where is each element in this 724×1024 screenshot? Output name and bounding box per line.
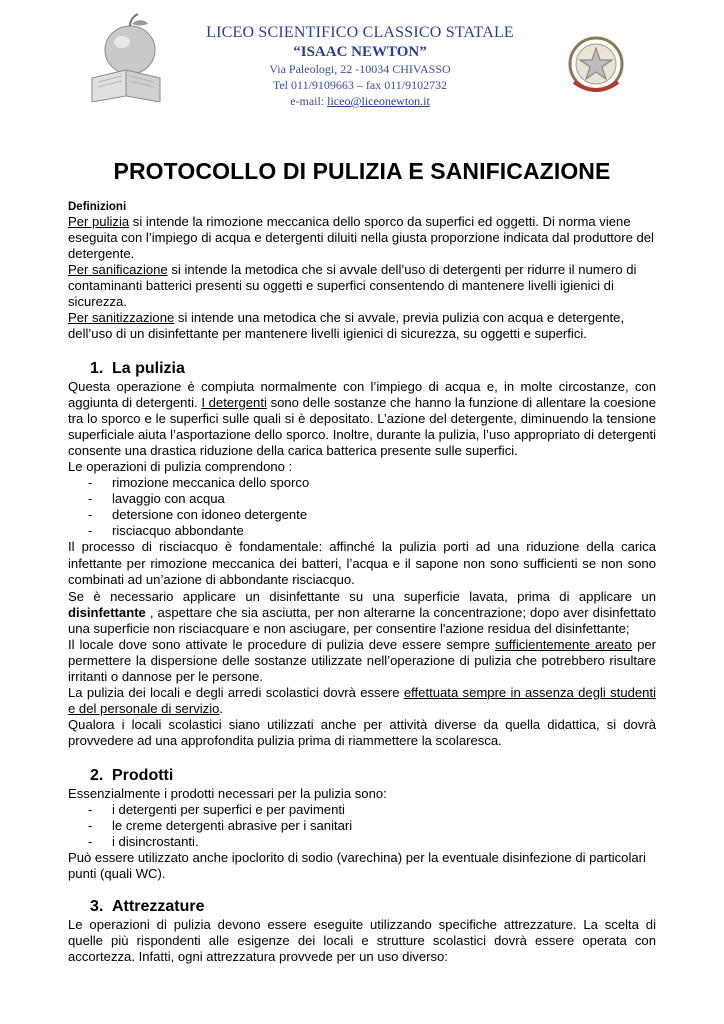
section-1-title: La pulizia bbox=[112, 360, 185, 377]
section-1-p3-bold: disinfettante bbox=[68, 604, 146, 620]
section-1-paragraph-1 bbox=[68, 379, 656, 459]
list-item: - i detergenti per superfici e per pavimenti bbox=[88, 802, 656, 818]
section-1-list-intro: Le operazioni di pulizia comprendono : bbox=[68, 459, 293, 474]
school-header bbox=[170, 22, 550, 109]
definition-sanitizzazione-text: si intende una metodica che si avvale, previa pulizia con acqua e detergente, dell’uso di un disinfettante per mantenere livelli igienici di sicurezza, su oggetti e superfici. bbox=[68, 310, 625, 341]
section-1-p4-b: per permettere la dispersione delle sostanze utilizzate nell’operazione di pulizia che potrebbero risultare irritanti o dannose per le persone. bbox=[68, 636, 657, 684]
list-item: - le creme detergenti abrasive per i sanitari bbox=[88, 818, 656, 834]
section-1-paragraph-3 bbox=[68, 589, 656, 637]
section-1-paragraph-6: Qualora i locali scolastici siano utilizzati anche per attività diverse da quella didattica, si dovrà provvedere ad una approfondita pulizia prima di riammettere la scolaresca. bbox=[68, 716, 656, 748]
section-3-number: 3. bbox=[90, 897, 104, 915]
section-1-p5-b: . bbox=[219, 700, 224, 716]
list-item: - risciacquo abbondante bbox=[88, 523, 656, 539]
section-1-number: 1. bbox=[90, 360, 104, 377]
term-sanitizzazione: Per sanitizzazione bbox=[68, 310, 175, 325]
definitions-heading: Definizioni bbox=[68, 201, 127, 213]
section-2-heading bbox=[68, 766, 656, 786]
definition-sanitizzazione bbox=[68, 310, 656, 342]
list-item: - detersione con idoneo detergente bbox=[88, 507, 656, 523]
document-body bbox=[68, 200, 656, 965]
list-item: - lavaggio con acqua bbox=[88, 491, 656, 507]
term-pulizia: Per pulizia bbox=[68, 214, 130, 229]
definition-pulizia bbox=[68, 214, 656, 262]
definition-sanificazione bbox=[68, 262, 656, 310]
school-name: LICEO SCIENTIFICO CLASSICO STATALE bbox=[206, 24, 514, 41]
section-1-p5-underlined: effettuata sempre in assenza degli studenti e del personale di servizio bbox=[68, 684, 657, 716]
term-sanificazione: Per sanificazione bbox=[68, 262, 168, 277]
apple-book-logo bbox=[88, 12, 166, 102]
section-1-p5-a: La pulizia dei locali e degli arredi scolastici dovrà essere bbox=[68, 684, 404, 700]
section-2-list bbox=[68, 802, 656, 850]
email-prefix: e-mail: bbox=[290, 94, 328, 108]
section-3-paragraph-1: Le operazioni di pulizia devono essere eseguite utilizzando specifiche attrezzature. La scelta di quelle più rispondenti alle esigenze dei locali e strutture scolastici dovrà essere operata con accortezza. Infatti, ogni attrezzatura provvede per un uso diverso: bbox=[68, 916, 656, 964]
section-1-p4-underlined: sufficientemente areato bbox=[494, 636, 633, 652]
section-3-title: Attrezzature bbox=[112, 897, 205, 915]
section-2-intro: Essenzialmente i prodotti necessari per la pulizia sono: bbox=[68, 785, 387, 801]
section-2-number: 2. bbox=[90, 766, 104, 784]
page-title: PROTOCOLLO DI PULIZIA E SANIFICAZIONE bbox=[113, 158, 611, 184]
list-item: - i disincrostanti. bbox=[88, 834, 656, 850]
section-1-p1-underlined: I detergenti bbox=[201, 395, 267, 410]
school-address: Via Paleologi, 22 -10034 CHIVASSO bbox=[269, 62, 451, 76]
school-phone: Tel 011/9109663 – fax 011/9102732 bbox=[272, 78, 448, 92]
section-1-paragraph-2: Il processo di risciacquo è fondamentale: affinché la pulizia porti ad una riduzione della carica infettante per rimozione meccanica dei batteri, l’acqua e il sapone non sono sufficienti se non sono combinati ad un’azione di abbondante risciacquo. bbox=[68, 539, 656, 587]
definition-sanificazione-text: si intende la metodica che si avvale dell’uso di detergenti per ridurre il numero di contaminanti batterici presenti su oggetti e superfici consentendo di mantenere livelli igienici di sicurezza. bbox=[68, 262, 637, 309]
section-1-p1-b: sono delle sostanze che hanno la funzione di allentare la coesione tra lo sporco e le superfici sulle quali si è depositato. L’azione del detergente, diminuendo la tensione superficiale aiuta l’asportazione dello sporco. Inoltre, durante la pulizia, l’uso appropriato di detergenti consente una drastica riduzione della carica batterica presente sulle superfici. bbox=[68, 395, 656, 458]
school-email-line bbox=[170, 93, 550, 109]
section-1-paragraph-4 bbox=[68, 637, 656, 685]
section-2-paragraph-1: Può essere utilizzato anche ipoclorito di sodio (varechina) per la eventuale disinfezione di particolari punti (quali WC). bbox=[68, 849, 646, 881]
section-1-p3-a: Se è necessario applicare un disinfettante su una superficie lavata, prima di applicare un bbox=[68, 588, 656, 604]
definition-pulizia-text: si intende la rimozione meccanica dello sporco da superfici ed oggetti. Di norma viene eseguita con l’impiego di acqua e detergenti diluiti nella giusta proporzione indicata dal produttore del detergente. bbox=[68, 214, 654, 261]
section-1-p1-a: Questa operazione è compiuta normalmente con l’impiego di acqua e, in molte circostanze, con aggiunta di detergenti. bbox=[68, 379, 656, 410]
email-link[interactable]: liceo@liceonewton.it bbox=[327, 94, 430, 108]
section-3-heading bbox=[68, 897, 656, 917]
italian-republic-emblem bbox=[566, 34, 626, 96]
school-named: “ISAAC NEWTON” bbox=[293, 44, 427, 60]
section-1-heading bbox=[68, 359, 656, 379]
section-1-paragraph-5 bbox=[68, 685, 656, 717]
section-1-p3-c: , aspettare che sia asciutta, per non alterarne la concentrazione; dopo aver disinfettato una superficie non risciacquare e non asciugare, per consentire l'azione residua del disinfettante; bbox=[68, 604, 656, 636]
list-item: - rimozione meccanica dello sporco bbox=[88, 475, 656, 491]
section-1-p4-a: Il locale dove sono attivate le procedure di pulizia deve essere sempre bbox=[68, 636, 495, 652]
section-2-title: Prodotti bbox=[112, 766, 174, 784]
section-1-list bbox=[68, 475, 656, 539]
